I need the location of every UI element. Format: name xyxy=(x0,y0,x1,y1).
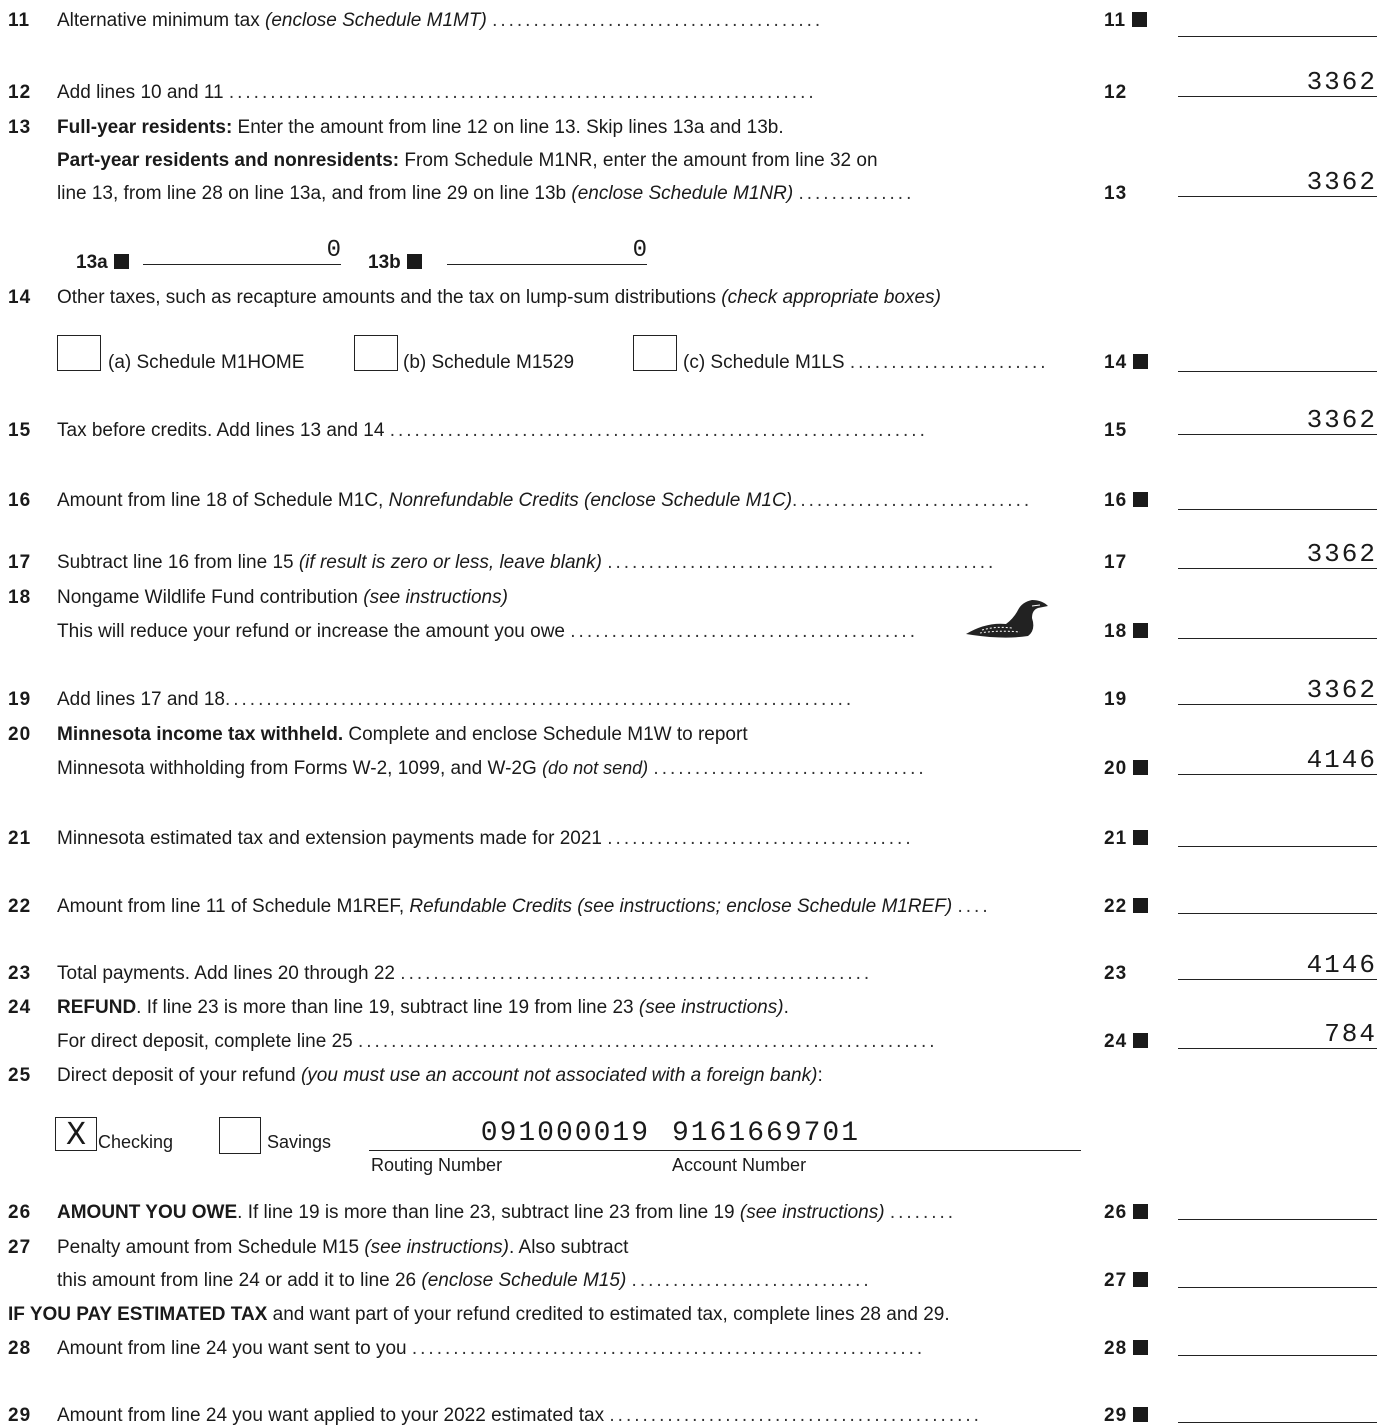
line-label-text: 12 xyxy=(1104,82,1128,103)
line-number: 15 xyxy=(8,420,32,441)
line-number: 18 xyxy=(8,587,32,608)
required-marker-icon xyxy=(1133,1272,1148,1287)
leader-dots: ........ xyxy=(889,1202,957,1223)
line-26-bold: AMOUNT YOU OWE xyxy=(57,1202,238,1223)
line-27-desc-2: this amount from line 24 or add it to line 26 xyxy=(57,1270,422,1291)
line-22-amount-field[interactable] xyxy=(1178,885,1377,914)
schedule-m1home-label: (a) Schedule M1HOME xyxy=(108,352,305,373)
line-23-amount-field[interactable]: 4146 xyxy=(1178,951,1377,980)
checking-checkbox[interactable] xyxy=(55,1117,97,1151)
routing-number-field[interactable]: 091000019 xyxy=(480,1118,650,1149)
line-number: 23 xyxy=(8,963,32,984)
line-16-text xyxy=(57,490,1032,512)
line-27-note: (see instructions) xyxy=(364,1237,510,1258)
line-15-amount-field[interactable]: 3362 xyxy=(1178,406,1377,435)
line-24-bold: REFUND xyxy=(57,997,137,1018)
line-number: 12 xyxy=(8,82,32,103)
required-marker-icon xyxy=(1132,12,1147,27)
line-25-desc: Direct deposit of your refund xyxy=(57,1065,301,1086)
leader-dots: ................................. xyxy=(653,758,927,779)
line-label-text: 13a xyxy=(76,252,108,273)
line-number: 14 xyxy=(8,287,32,308)
line-12-text xyxy=(57,82,817,104)
required-marker-icon xyxy=(1133,1340,1148,1355)
line-13b-field[interactable]: 0 xyxy=(447,238,647,265)
line-14-label xyxy=(1104,352,1148,374)
line-12-amount-field[interactable]: 3362 xyxy=(1178,68,1377,97)
line-label-text: 21 xyxy=(1104,828,1128,849)
line-14-text xyxy=(57,287,941,309)
line-14-amount-field[interactable] xyxy=(1178,343,1377,372)
line-label-text: 16 xyxy=(1104,490,1128,511)
line-number: 25 xyxy=(8,1065,32,1086)
line-13-bold-2: Part-year residents and nonresidents: xyxy=(57,150,400,171)
leader-dots: ........................ xyxy=(849,352,1049,373)
line-18-text xyxy=(57,587,508,609)
line-19-text xyxy=(57,689,854,711)
line-label-text: 13b xyxy=(368,252,401,273)
line-12-desc: Add lines 10 and 11 xyxy=(57,82,224,103)
line-24-note: (see instructions) xyxy=(638,997,784,1018)
account-number-label: Account Number xyxy=(672,1155,807,1175)
line-29-label xyxy=(1104,1405,1148,1427)
line-number: 29 xyxy=(8,1405,32,1426)
line-11-note: (enclose Schedule M1MT) xyxy=(265,10,487,31)
line-23-text xyxy=(57,963,872,985)
line-18-text-2 xyxy=(57,621,918,643)
line-13-desc-3: line 13, from line 28 on line 13a, and from line 29 on line 13b xyxy=(57,183,572,204)
line-label-text: 26 xyxy=(1104,1202,1128,1223)
line-28-amount-field[interactable] xyxy=(1178,1327,1377,1356)
line-13-amount-field[interactable]: 3362 xyxy=(1178,168,1377,197)
line-19-desc: Add lines 17 and 18 xyxy=(57,689,225,710)
account-number-field[interactable]: 9161669701 xyxy=(672,1118,861,1149)
line-number: 13 xyxy=(8,117,32,138)
line-26-note: (see instructions) xyxy=(739,1202,885,1223)
line-21-amount-field[interactable] xyxy=(1178,818,1377,847)
line-label-text: 18 xyxy=(1104,621,1128,642)
line-13a-field[interactable]: 0 xyxy=(143,238,341,265)
line-16-amount-field[interactable] xyxy=(1178,481,1377,510)
line-13-text-3 xyxy=(57,183,914,205)
line-18-label xyxy=(1104,621,1148,643)
schedule-m1529-label: (b) Schedule M1529 xyxy=(403,352,575,373)
estimated-tax-bold: IF YOU PAY ESTIMATED TAX xyxy=(8,1304,268,1325)
line-number: 20 xyxy=(8,724,32,745)
line-18-desc-2: This will reduce your refund or increase the amount you owe xyxy=(57,621,565,642)
line-number: 19 xyxy=(8,689,32,710)
schedule-m1529-checkbox[interactable] xyxy=(354,335,398,371)
line-15-desc: Tax before credits. Add lines 13 and 14 xyxy=(57,420,385,441)
leader-dots: .............................................................. xyxy=(411,1338,926,1359)
line-label-text: 24 xyxy=(1104,1031,1128,1052)
line-number: 11 xyxy=(8,10,31,31)
line-25-text xyxy=(57,1065,823,1087)
line-label-text: 28 xyxy=(1104,1338,1128,1359)
checking-label: Checking xyxy=(98,1132,174,1152)
line-17-text xyxy=(57,552,996,574)
required-marker-icon xyxy=(1133,492,1148,507)
line-29-desc: Amount from line 24 you want applied to your 2022 estimated tax xyxy=(57,1405,605,1426)
leader-dots: ............................................... xyxy=(607,552,997,573)
line-15-text xyxy=(57,420,928,442)
line-17-label xyxy=(1104,552,1127,574)
line-11-text xyxy=(57,10,823,32)
line-14-desc: Other taxes, such as recapture amounts and the tax on lump-sum distributions xyxy=(57,287,722,308)
line-21-desc: Minnesota estimated tax and extension payments made for 2021 xyxy=(57,828,602,849)
refund-amount-field[interactable]: 784 xyxy=(1178,1020,1377,1049)
line-24-text-2 xyxy=(57,1031,938,1053)
line-24-tail: . xyxy=(783,997,789,1018)
line-13a-label xyxy=(76,252,129,274)
leader-dots: ..................................... xyxy=(607,828,914,849)
line-number: 28 xyxy=(8,1338,32,1359)
schedule-m1ls-text xyxy=(683,352,1049,374)
line-23-desc: Total payments. Add lines 20 through 22 xyxy=(57,963,396,984)
leader-dots: ............................................................................ xyxy=(224,689,855,710)
line-27-text-2 xyxy=(57,1270,872,1292)
line-27-label xyxy=(1104,1270,1148,1292)
leader-dots: ......................................................... xyxy=(400,963,873,984)
line-16-desc: Amount from line 18 of Schedule M1C, xyxy=(57,490,389,511)
line-28-desc: Amount from line 24 you want sent to you xyxy=(57,1338,407,1359)
line-11-label xyxy=(1104,10,1147,32)
line-label-text: 20 xyxy=(1104,758,1128,779)
leader-dots: ....................................................................... xyxy=(228,82,817,103)
line-26-amount-field[interactable] xyxy=(1178,1191,1377,1220)
line-27-tail: . Also subtract xyxy=(509,1237,629,1258)
line-17-note: (if result is zero or less, leave blank) xyxy=(298,552,602,573)
line-26-rest: . If line 19 is more than line 23, subtract line 23 from line 19 xyxy=(237,1202,740,1223)
line-16-label xyxy=(1104,490,1148,512)
line-number: 17 xyxy=(8,552,32,573)
line-20-note: (do not send) xyxy=(542,758,649,778)
direct-deposit-underline xyxy=(369,1150,1081,1151)
line-17-amount-field[interactable]: 3362 xyxy=(1178,540,1377,569)
line-label-text: 15 xyxy=(1104,420,1128,441)
estimated-tax-rest: and want part of your refund credited to estimated tax, complete lines 28 and 29. xyxy=(267,1304,950,1325)
line-22-text xyxy=(57,896,991,918)
line-22-desc: Amount from line 11 of Schedule M1REF, xyxy=(57,896,410,917)
line-22-note: Refundable Credits (see instructions; enclose Schedule M1REF) xyxy=(409,896,953,917)
savings-checkbox[interactable] xyxy=(219,1117,261,1154)
schedule-m1ls-label: (c) Schedule M1LS xyxy=(683,352,845,373)
line-25-note: (you must use an account not associated with a foreign bank) xyxy=(300,1065,818,1086)
line-label-text: 19 xyxy=(1104,689,1128,710)
check-mark-icon: X xyxy=(65,1117,87,1152)
routing-number-label: Routing Number xyxy=(371,1155,503,1175)
required-marker-icon xyxy=(1133,1204,1148,1219)
line-15-label xyxy=(1104,420,1127,442)
line-24-desc-2: For direct deposit, complete line 25 xyxy=(57,1031,353,1052)
leader-dots: ............................. xyxy=(631,1270,872,1291)
line-20-text xyxy=(57,724,748,746)
line-28-text xyxy=(57,1338,925,1360)
required-marker-icon xyxy=(1133,354,1148,369)
line-19-label xyxy=(1104,689,1127,711)
line-label-text: 14 xyxy=(1104,352,1128,373)
line-23-label xyxy=(1104,963,1127,985)
line-26-label xyxy=(1104,1202,1148,1224)
line-11-desc: Alternative minimum tax xyxy=(57,10,260,31)
required-marker-icon xyxy=(1133,1033,1148,1048)
line-label-text: 13 xyxy=(1104,183,1128,204)
required-marker-icon xyxy=(1133,623,1148,638)
line-25-tail: : xyxy=(817,1065,823,1086)
line-label-text: 22 xyxy=(1104,896,1128,917)
leader-dots: ...................................................................... xyxy=(358,1031,938,1052)
line-13-text-2 xyxy=(57,150,878,172)
line-27-desc: Penalty amount from Schedule M15 xyxy=(57,1237,365,1258)
line-24-label xyxy=(1104,1031,1148,1053)
line-28-label xyxy=(1104,1338,1148,1360)
required-marker-icon xyxy=(1133,898,1148,913)
line-18-note: (see instructions) xyxy=(363,587,508,608)
leader-dots: ............................................. xyxy=(609,1405,982,1426)
line-20-text-2 xyxy=(57,758,927,780)
line-26-text xyxy=(57,1202,956,1224)
line-13-rest: Enter the amount from line 12 on line 13. Skip lines 13a and 13b. xyxy=(232,117,784,138)
estimated-tax-note xyxy=(8,1304,950,1326)
line-27-note-2: (enclose Schedule M15) xyxy=(421,1270,627,1291)
line-number: 24 xyxy=(8,997,32,1018)
required-marker-icon xyxy=(114,254,129,269)
line-20-desc-2: Minnesota withholding from Forms W-2, 1099, and W-2G xyxy=(57,758,543,779)
line-20-amount-field[interactable]: 4146 xyxy=(1178,746,1377,775)
line-13-text-1 xyxy=(57,117,784,139)
required-marker-icon xyxy=(407,254,422,269)
leader-dots: .............. xyxy=(798,183,915,204)
line-number: 16 xyxy=(8,490,32,511)
required-marker-icon xyxy=(1133,1407,1148,1422)
line-29-text xyxy=(57,1405,982,1427)
leader-dots: ................................................................. xyxy=(389,420,928,441)
line-20-label xyxy=(1104,758,1148,780)
line-24-text xyxy=(57,997,789,1019)
line-27-amount-field[interactable] xyxy=(1178,1259,1377,1288)
line-27-text xyxy=(57,1237,628,1259)
line-19-amount-field[interactable]: 3362 xyxy=(1178,676,1377,705)
loon-icon xyxy=(962,596,1054,640)
line-number: 21 xyxy=(8,828,32,849)
line-number: 26 xyxy=(8,1202,32,1223)
line-21-text xyxy=(57,828,914,850)
line-13-bold: Full-year residents: xyxy=(57,117,233,138)
leader-dots: ........................................ xyxy=(492,10,824,31)
line-13-rest-2: From Schedule M1NR, enter the amount from line 32 on xyxy=(399,150,878,171)
line-12-label xyxy=(1104,82,1127,104)
line-18-amount-field[interactable] xyxy=(1178,610,1377,639)
line-label-text: 23 xyxy=(1104,963,1128,984)
required-marker-icon xyxy=(1133,760,1148,775)
line-17-desc: Subtract line 16 from line 15 xyxy=(57,552,299,573)
line-13b-label xyxy=(368,252,422,274)
schedule-m1home-checkbox[interactable] xyxy=(57,335,101,371)
line-13-note: (enclose Schedule M1NR) xyxy=(571,183,794,204)
line-20-bold: Minnesota income tax withheld. xyxy=(57,724,344,745)
line-29-amount-field[interactable] xyxy=(1178,1394,1377,1423)
savings-label: Savings xyxy=(267,1132,332,1152)
line-22-label xyxy=(1104,896,1148,918)
line-14-note: (check appropriate boxes) xyxy=(721,287,941,308)
line-label-text: 17 xyxy=(1104,552,1128,573)
schedule-m1ls-checkbox[interactable] xyxy=(633,335,677,371)
line-13-label xyxy=(1104,183,1127,205)
leader-dots: .... xyxy=(957,896,991,917)
leader-dots: .......................................... xyxy=(570,621,918,642)
line-24-rest: . If line 23 is more than line 19, subtract line 19 from line 23 xyxy=(136,997,639,1018)
line-label-text: 27 xyxy=(1104,1270,1128,1291)
line-label-text: 29 xyxy=(1104,1405,1128,1426)
line-11-amount-field[interactable] xyxy=(1178,8,1377,37)
line-20-rest: Complete and enclose Schedule M1W to report xyxy=(343,724,748,745)
line-number: 22 xyxy=(8,896,32,917)
line-18-desc: Nongame Wildlife Fund contribution xyxy=(57,587,364,608)
line-16-note: Nonrefundable Credits (enclose Schedule M1C) xyxy=(388,490,793,511)
required-marker-icon xyxy=(1133,830,1148,845)
leader-dots: ............................. xyxy=(792,490,1033,511)
line-label-text: 11 xyxy=(1104,10,1127,31)
line-number: 27 xyxy=(8,1237,32,1258)
line-21-label xyxy=(1104,828,1148,850)
